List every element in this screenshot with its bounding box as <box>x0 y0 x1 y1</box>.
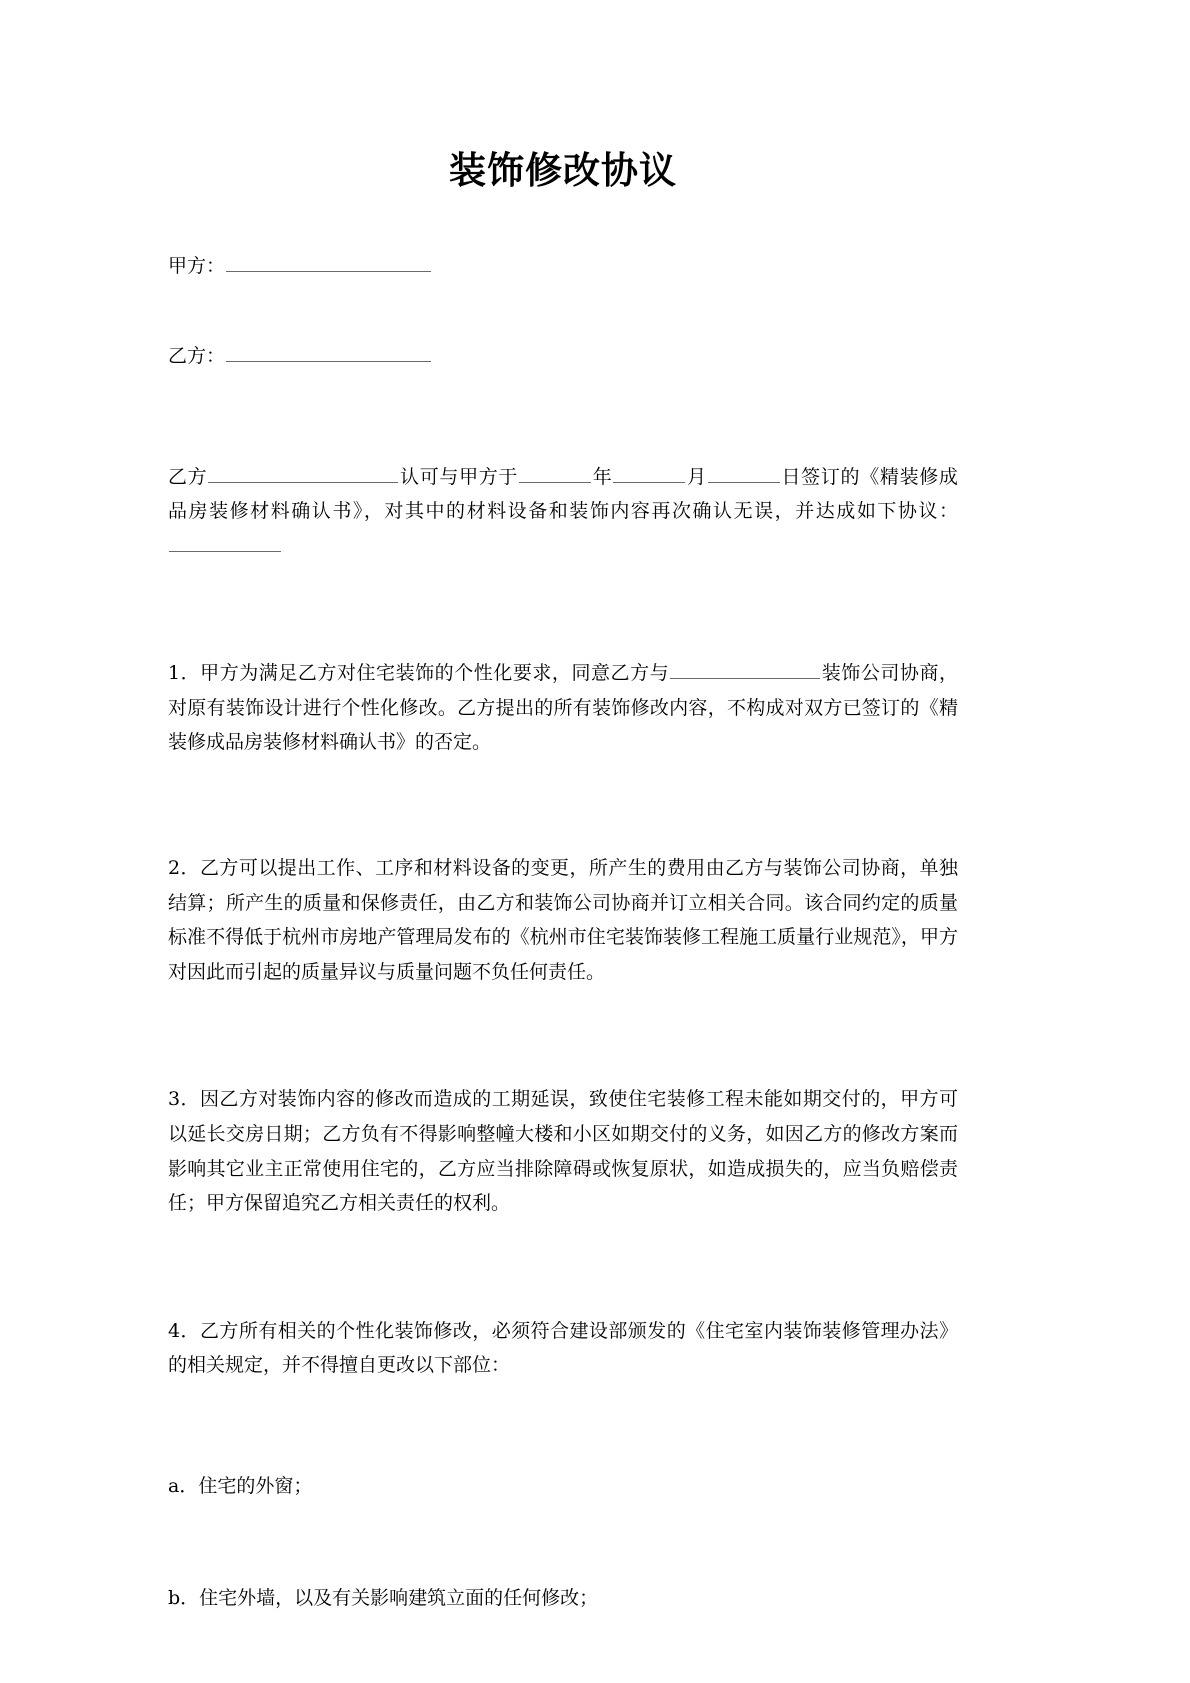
clause-4 <box>168 1314 958 1383</box>
sub-item-a-marker: a． <box>168 1474 199 1497</box>
party-a-line <box>168 248 958 284</box>
page-title: 装饰修改协议 <box>449 148 677 192</box>
preamble-paragraph <box>168 460 958 564</box>
clause-1-seg-1: 甲方为满足乙方对住宅装饰的个性化要求，同意乙方与 <box>200 662 670 685</box>
preamble-month-blank[interactable] <box>613 462 685 483</box>
party-a-label: 甲方： <box>168 255 226 278</box>
preamble-seg-4: 月 <box>686 465 707 488</box>
preamble-seg-3: 年 <box>592 465 613 488</box>
preamble-seg-2: 认可与甲方于 <box>399 465 519 488</box>
document-body <box>168 0 958 1616</box>
preamble-day-blank[interactable] <box>708 462 780 483</box>
party-b-line <box>168 338 958 374</box>
clause-3-text: 因乙方对装饰内容的修改而造成的工期延误，致使住宅装修工程未能如期交付的，甲方可以延长交房日期；乙方负有不得影响整幢大楼和小区如期交付的义务，如因乙方的修改方案而影响其它业主正常使用住宅的，乙方应当排除障碍或恢复原状，如造成损失的，应当负赔偿责任；甲方保留追究乙方相关责任的权利。 <box>168 1088 958 1215</box>
preamble-tail-blank[interactable] <box>169 531 281 552</box>
sub-item-b <box>168 1581 958 1616</box>
clause-3 <box>168 1082 958 1220</box>
clause-2-text: 乙方可以提出工作、工序和材料设备的变更，所产生的费用由乙方与装饰公司协商，单独结算；所产生的质量和保修责任，由乙方和装饰公司协商并订立相关合同。该合同约定的质量标准不得低于杭州市房地产管理局发布的《杭州市住宅装饰装修工程施工质量行业规范》，甲方对因此而引起的质量异议与质量问题不负任何责任。 <box>168 857 958 983</box>
party-a-blank[interactable] <box>226 251 431 272</box>
clause-4-text: 乙方所有相关的个性化装饰修改，必须符合建设部颁发的《住宅室内装饰装修管理办法》的相关规定，并不得擅自更改以下部位： <box>168 1319 958 1377</box>
clause-4-number: 4． <box>168 1319 200 1342</box>
clause-1 <box>168 656 958 760</box>
preamble-party-blank[interactable] <box>208 462 398 483</box>
preamble-seg-1: 乙方 <box>168 465 208 488</box>
clause-1-company-blank[interactable] <box>670 658 820 679</box>
clause-1-seg-2: 装饰公司协商，对原有装饰设计进行个性化修改。乙方提出的所有装饰修改内容，不构成对双方已签订的《精装修成品房装修材料确认书》的否定。 <box>168 662 958 754</box>
preamble-seg-5: 日签订的《精装修成品房装修材料确认书》，对其中的材料设备和装饰内容再次确认无误，并达成如下协议： <box>168 465 958 523</box>
sub-item-a <box>168 1469 958 1504</box>
clause-2-number: 2． <box>168 857 200 880</box>
clause-3-number: 3． <box>168 1088 200 1111</box>
clause-1-number: 1． <box>168 662 201 685</box>
party-b-blank[interactable] <box>226 342 431 363</box>
party-b-label: 乙方： <box>168 345 226 368</box>
sub-item-b-text: 住宅外墙，以及有关影响建筑立面的任何修改； <box>199 1587 599 1610</box>
clause-2 <box>168 851 958 989</box>
sub-item-a-text: 住宅的外窗； <box>198 1474 313 1497</box>
sub-item-b-marker: b． <box>168 1587 200 1610</box>
preamble-year-blank[interactable] <box>519 462 591 483</box>
